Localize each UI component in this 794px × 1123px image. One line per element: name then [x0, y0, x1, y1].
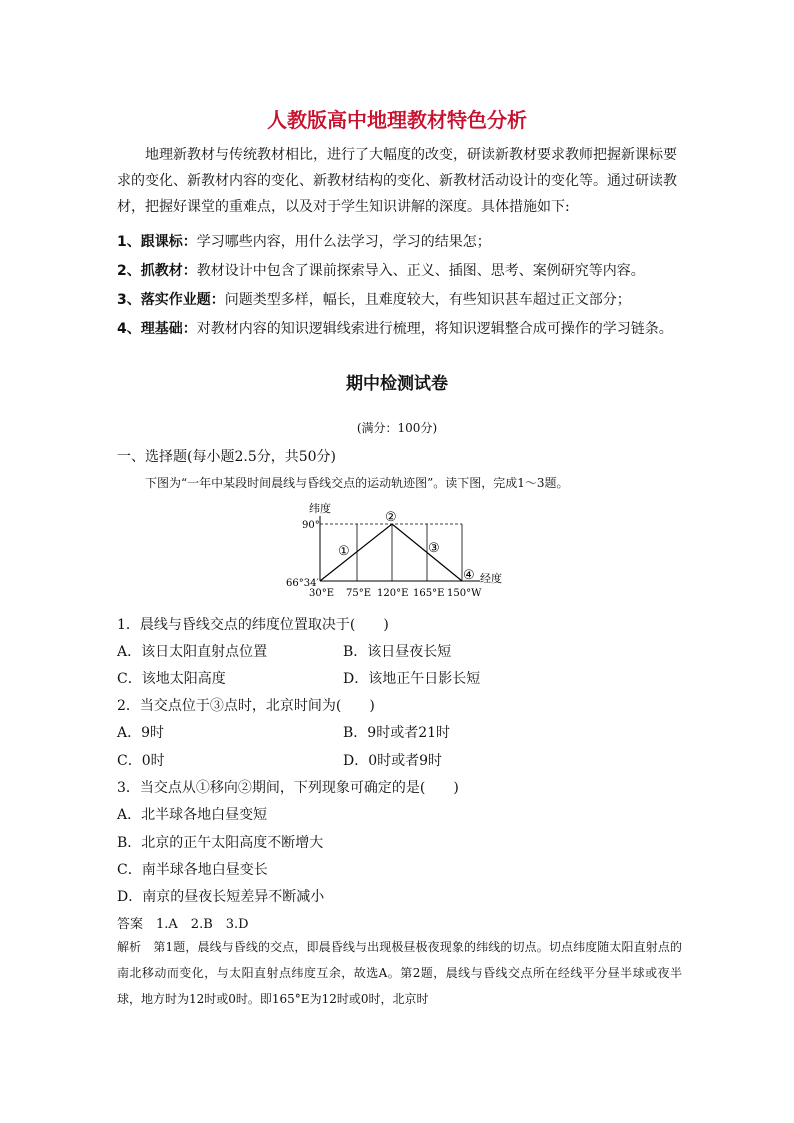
measure-item [117, 318, 673, 338]
option: A．北半球各地白昼变短 [117, 807, 268, 823]
measure-text: 问题类型多样，幅长，且难度较大，有些知识甚车超过正文部分； [224, 292, 631, 308]
question-stem: 2．当交点位于③点时，北京时间为( ) [117, 698, 375, 714]
figure-intro: 下图为“一年中某段时间晨线与昏线交点的运动轨迹图”。读下图，完成1～3题。 [145, 476, 569, 490]
option: D．该地正午日影长短 [343, 671, 481, 687]
y-tick-66: 66°34′ [286, 578, 319, 589]
trajectory-rise [320, 524, 392, 581]
measure-label: 4、理基础： [117, 321, 197, 337]
option: D．南京的昼夜长短差异不断减小 [117, 889, 325, 905]
measure-label: 3、落实作业题： [117, 292, 225, 308]
terminator-trajectory-figure [280, 500, 520, 604]
option: C．0时 [117, 753, 165, 769]
option: B．9时或者21时 [343, 725, 451, 741]
measure-text: 教材设计中包含了课前探索导入、正义、插图、思考、案例研究等内容。 [196, 263, 645, 279]
measure-item [117, 289, 631, 309]
x-tick: 30°E [309, 588, 335, 599]
point-2: ② [385, 510, 397, 525]
option: D．0时或者9时 [343, 753, 443, 769]
option: B．该日昼夜长短 [343, 644, 452, 660]
section-heading: 一、选择题(每小题2.5分，共50分) [117, 449, 337, 465]
measure-item [117, 260, 645, 280]
x-axis-label: 经度 [480, 572, 502, 585]
measure-label: 1、跟课标： [117, 234, 197, 250]
point-1: ① [338, 544, 350, 559]
x-tick: 150°W [447, 588, 482, 599]
measure-text: 对教材内容的知识逻辑线索进行梳理，将知识逻辑整合成可操作的学习链条。 [196, 321, 673, 337]
option: A．该日太阳直射点位置 [117, 644, 268, 660]
question-stem: 1．晨线与昏线交点的纬度位置取决于( ) [117, 617, 389, 633]
measure-label: 2、抓教材： [117, 263, 197, 279]
answer-line: 答案 1.A 2.B 3.D [117, 917, 249, 932]
exam-title: 期中检测试卷 [346, 374, 448, 394]
measure-item [117, 231, 491, 251]
y-tick-90: 90° [302, 520, 320, 531]
x-tick: 120°E [377, 588, 409, 599]
analysis-title: 人教版高中地理教材特色分析 [267, 108, 527, 132]
option: C．南半球各地白昼变长 [117, 862, 268, 878]
option: C．该地太阳高度 [117, 671, 226, 687]
full-score: (满分：100分) [356, 421, 438, 435]
question-stem: 3．当交点从①移向②期间，下列现象可确定的是( ) [117, 780, 459, 796]
x-tick: 165°E [413, 588, 445, 599]
option: B．北京的正午太阳高度不断增大 [117, 835, 324, 851]
analysis-paragraph: 解析 第1题，晨线与昏线的交点，即晨昏线与出现极昼极夜现象的纬线的切点。切点纬度随太阳直射点的南北移动而变化，与太阳直射点纬度互余，故选A。第2题，晨线与昏线交点所在经线平分昼半球或夜半球，地方时为12时或0时。即165°E为12时或0时，北京时 [117, 940, 682, 1006]
point-3: ③ [428, 541, 440, 556]
point-4: ④ [463, 568, 475, 583]
intro-paragraph: 地理新教材与传统教材相比，进行了大幅度的改变，研读新教材要求教师把握新课标要求的变化、新教材内容的变化、新教材结构的变化、新教材活动设计的变化等。通过研读教材，把握好课堂的重难点，以及对于学生知识讲解的深度。具体措施如下: [117, 147, 677, 215]
measure-text: 学习哪些内容，用什么法学习，学习的结果怎； [196, 234, 491, 250]
y-axis-label: 纬度 [309, 502, 331, 515]
option: A．9时 [117, 725, 165, 741]
x-tick: 75°E [346, 588, 372, 599]
